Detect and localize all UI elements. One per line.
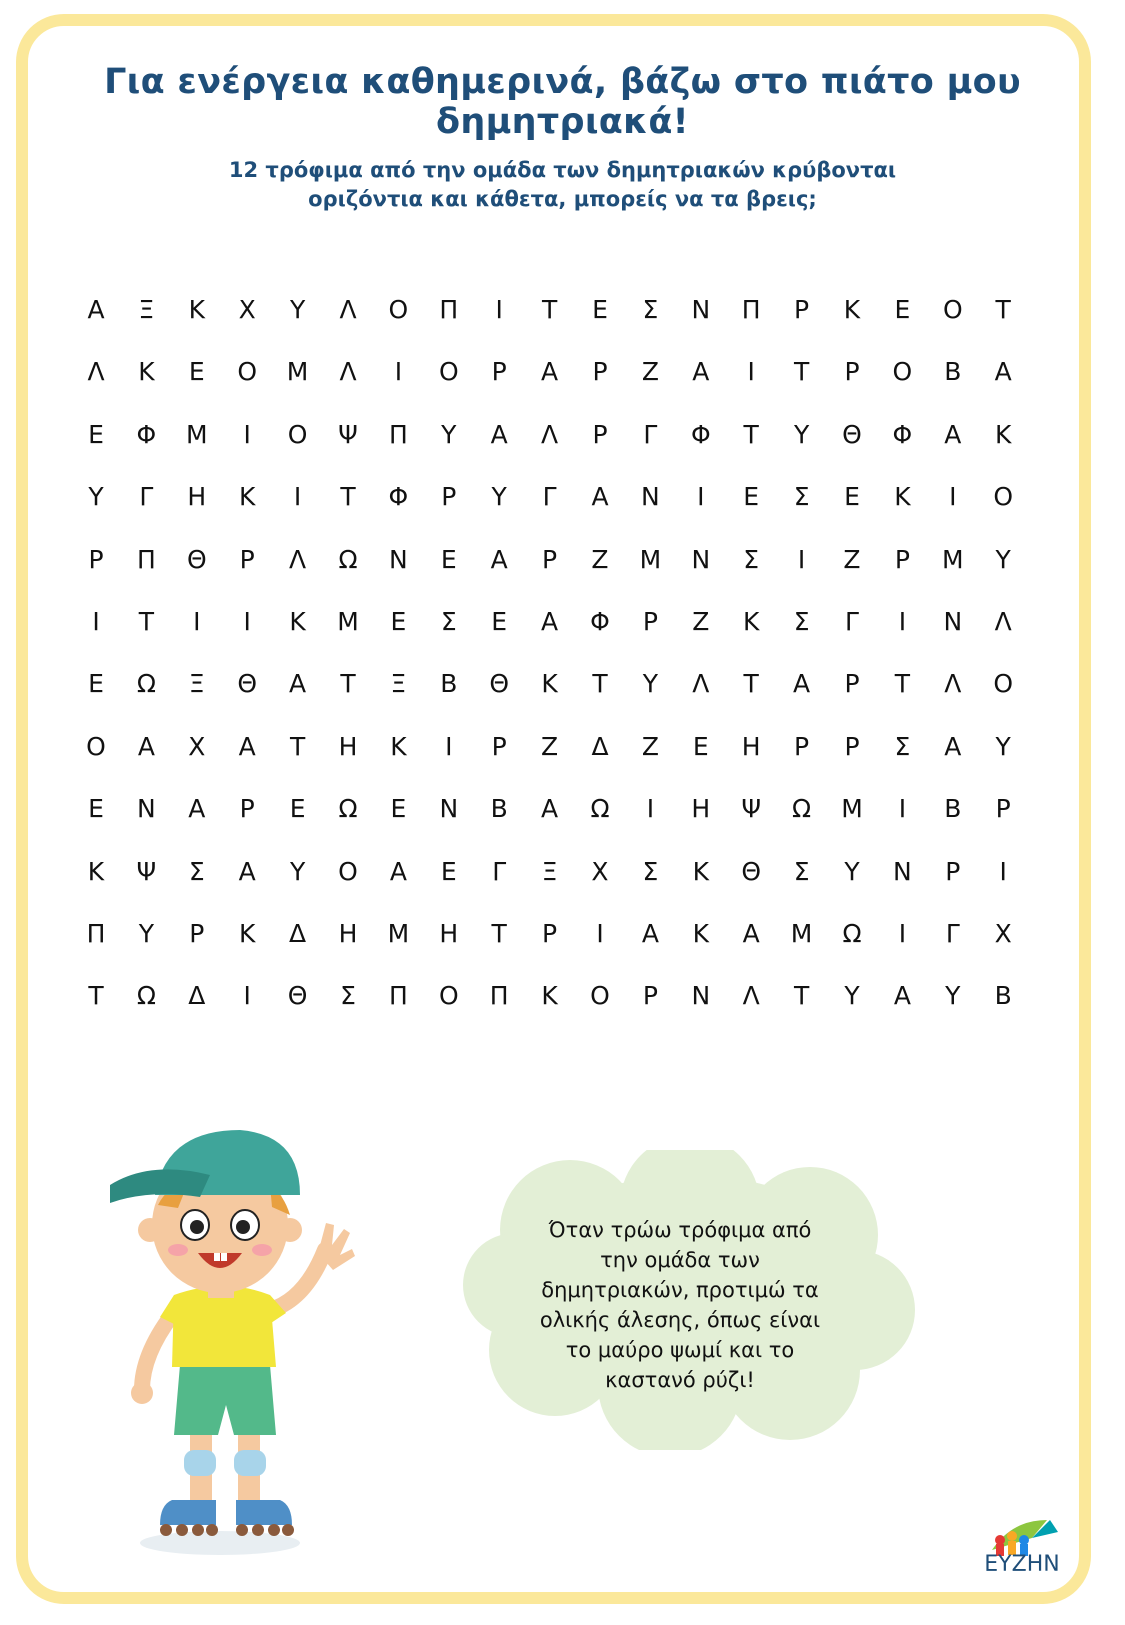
grid-letter: Μ [790,919,813,948]
grid-letter: Α [994,357,1012,387]
grid-letter: Β [490,794,508,824]
grid-letter: Κ [188,295,205,324]
grid-letter: Ψ [338,419,358,449]
grid-letter: Ε [188,357,205,387]
grid-letter: Θ [842,419,862,449]
thought-line-2: την ομάδα των [600,1248,760,1272]
grid-letter: Υ [88,482,104,512]
grid-letter: Σ [793,607,810,636]
grid-letter: Λ [742,981,760,1011]
grid-letter: Κ [843,295,861,324]
grid-letter: Ι [445,731,453,761]
grid-letter: Ν [943,607,963,636]
grid-letter: Η [338,731,358,761]
grid-letter: Ο [86,731,106,761]
grid-letter: Κ [692,919,709,948]
grid-letter: Α [742,919,760,948]
grid-letter: Ν [691,981,711,1011]
grid-letter: Ω [338,794,358,824]
grid-letter: Α [793,669,811,699]
grid-letter: Τ [541,295,558,324]
grid-letter: Β [440,669,458,699]
grid-letter: Κ [87,856,105,886]
grid-letter: Ο [287,419,308,449]
grid-letter: Ζ [843,544,861,574]
grid-letter: Η [691,794,711,824]
grid-letter: Ω [590,794,610,824]
grid-letter: Ν [439,794,459,824]
grid-letter: Α [591,482,609,512]
grid-letter: Α [641,919,659,948]
grid-letter: Α [541,607,559,636]
grid-letter: Υ [138,919,155,948]
grid-letter: Ρ [844,357,860,387]
grid-letter: Ε [440,544,457,574]
grid-letter: Υ [289,856,306,886]
grid-letter: Τ [743,669,759,699]
grid-letter: Ι [394,357,403,387]
grid-letter: Η [338,919,358,948]
grid-letter: Ο [438,357,459,387]
grid-letter: Ξ [138,295,155,324]
grid-letter: Π [741,295,761,324]
grid-letter: Σ [340,981,356,1011]
grid-letter: Ρ [542,544,558,574]
grid-letter: Ν [641,482,660,512]
grid-letter: Ρ [642,981,658,1011]
grid-letter: Ρ [592,357,608,387]
grid-letter: Ω [842,919,862,948]
grid-letter: Π [136,544,156,574]
grid-letter: Α [87,295,105,324]
grid-letter: Σ [440,607,457,636]
grid-letter: Γ [845,607,859,636]
grid-letter: Ζ [641,731,659,761]
grid-letter: Ε [88,794,104,824]
logo-text: ΕΥΖΗΝ [984,1552,1060,1577]
grid-letter: Ι [293,482,302,512]
grid-letter: Ζ [692,607,710,636]
grid-letter: Ρ [491,357,507,387]
grid-letter: Β [944,357,962,387]
grid-letter: Ρ [894,544,910,574]
grid-letter: Ο [590,981,610,1011]
grid-letter: Θ [287,981,308,1011]
grid-letter: Φ [690,419,711,449]
grid-letter: Ο [237,357,258,387]
grid-letter: Α [490,419,508,449]
grid-letter: Κ [238,919,256,948]
grid-letter: Ι [243,419,251,449]
grid-letter: Ι [949,482,957,512]
grid-letter: Π [388,981,408,1011]
grid-letter: Τ [491,919,507,948]
grid-letter: Ο [438,981,459,1011]
grid-letter: Υ [995,731,1011,761]
grid-letter: Μ [186,419,208,449]
grid-letter: Υ [995,544,1011,574]
grid-letter: Ζ [591,544,609,574]
grid-letter: Γ [643,419,658,449]
grid-letter: Κ [541,981,558,1011]
grid-letter: Ρ [239,544,255,574]
grid-letter: Α [893,981,911,1011]
grid-letter: Γ [542,482,557,512]
grid-letter: Ρ [441,482,457,512]
grid-letter: Α [289,669,307,699]
grid-letter: Μ [841,794,863,824]
grid-letter: Υ [844,981,860,1011]
grid-letter: Α [137,731,155,761]
grid-letter: Κ [238,482,256,512]
grid-letter: Υ [289,295,306,324]
grid-letter: Ι [193,607,201,636]
grid-letter: Β [994,981,1012,1011]
grid-letter: Α [541,357,559,387]
grid-letter: Ζ [541,731,559,761]
grid-letter: Ε [88,669,104,699]
grid-letter: Ο [942,295,963,324]
grid-letter: Ξ [188,669,205,699]
grid-letter: Ε [844,482,860,512]
grid-letter: Θ [186,544,207,574]
grid-letter: Τ [894,669,911,699]
grid-letter: Τ [995,295,1011,324]
grid-letter: Ε [289,794,306,824]
grid-letter: Φ [590,607,610,636]
grid-letter: Α [188,794,206,824]
grid-letter: Ο [338,856,358,886]
grid-letter: Ν [691,295,711,324]
grid-letter: Ε [88,419,104,449]
grid-letter: Σ [743,544,760,574]
grid-letter: Σ [894,731,911,761]
grid-letter: Δ [591,731,609,761]
grid-letter: Ρ [189,919,205,948]
grid-letter: Σ [642,856,659,886]
grid-letter: Ρ [642,607,658,636]
grid-letter: Υ [642,669,659,699]
grid-letter: Ε [390,794,407,824]
grid-letter: Ρ [844,731,860,761]
grid-letter: Σ [642,295,659,324]
grid-letter: Ι [898,919,907,948]
grid-letter: Ο [892,357,913,387]
grid-letter: Ι [596,919,604,948]
grid-letter: Τ [289,731,306,761]
grid-letter: Ι [797,544,806,574]
grid-letter: Ε [894,295,911,324]
grid-letter: Ρ [844,669,860,699]
grid-letter: Τ [743,419,759,449]
grid-letter: Τ [793,981,810,1011]
grid-letter: Τ [592,669,608,699]
grid-letter: Ι [646,794,655,824]
thought-line-5: το μαύρο ψωμί και το [565,1338,795,1362]
grid-letter: Ν [389,544,408,574]
grid-letter: Α [238,856,256,886]
grid-letter: Ρ [945,856,961,886]
grid-letter: Π [439,295,459,324]
grid-letter: Υ [945,981,961,1011]
thought-line-3: δημητριακών, προτιμώ τα [541,1278,819,1302]
grid-letter: Π [86,919,106,948]
grid-letter: Κ [994,419,1012,449]
grid-letter: Ε [692,731,709,761]
grid-letter: Α [541,794,559,824]
grid-letter: Υ [441,419,457,449]
grid-letter: Κ [692,856,709,886]
thought-bubble-text [530,1215,830,1395]
grid-letter: Σ [793,856,810,886]
grid-letter: Ι [697,482,705,512]
grid-letter: Ν [691,544,711,574]
grid-letter: Ψ [741,794,762,824]
grid-letter: Α [944,419,962,449]
grid-letter: Α [692,357,710,387]
grid-letter: Δ [289,919,307,948]
grid-letter: Μ [337,607,359,636]
grid-letter: Σ [188,856,205,886]
grid-letter: Ν [137,794,156,824]
grid-letter: Ξ [390,669,407,699]
grid-letter: Π [388,419,408,449]
grid-letter: Ε [390,607,407,636]
grid-letter: Λ [87,357,105,387]
grid-letter: Γ [945,919,960,948]
grid-letter: Β [944,794,962,824]
grid-letter: Κ [541,669,558,699]
grid-letter: Ε [592,295,608,324]
grid-letter: Κ [894,482,911,512]
grid-letter: Ι [898,607,907,636]
grid-letter: Ι [92,607,100,636]
grid-letter: Κ [742,607,760,636]
grid-letter: Χ [238,295,256,324]
grid-letter: Υ [844,856,860,886]
grid-letter: Ρ [794,295,810,324]
grid-letter: Ν [893,856,912,886]
grid-letter: Ρ [995,794,1011,824]
grid-letter: Μ [286,357,309,387]
page-title: Για ενέργεια καθημερινά, βάζω στο πιάτο μου δημητριακά! [104,62,1021,142]
grid-letter: Τ [138,607,155,636]
grid-letter: Θ [741,856,762,886]
thought-line-6: καστανό ρύζι! [605,1368,755,1392]
grid-letter: Ε [491,607,508,636]
grid-letter: Λ [541,419,559,449]
grid-letter: Μ [639,544,662,574]
grid-letter: Ι [243,607,251,636]
grid-letter: Ζ [641,357,659,387]
grid-letter: Φ [388,482,409,512]
grid-letter: Ρ [491,731,507,761]
grid-letter: Α [238,731,256,761]
grid-letter: Ρ [88,544,104,574]
grid-letter: Τ [793,357,810,387]
grid-letter: Λ [944,669,962,699]
grid-letter: Γ [492,856,507,886]
grid-letter: Χ [188,731,206,761]
grid-letter: Ω [136,981,156,1011]
grid-letter: Κ [390,731,407,761]
grid-letter: Φ [136,419,157,449]
grid-letter: Η [741,731,761,761]
grid-letter: Ρ [794,731,810,761]
grid-letter: Α [389,856,407,886]
grid-letter: Ο [388,295,409,324]
kid-icon [110,1125,370,1565]
grid-letter: Ο [993,482,1014,512]
instructions-line-2: οριζόντια και κάθετα, μπορείς να τα βρεις; [308,187,817,211]
grid-letter: Η [187,482,207,512]
grid-letter: Ρ [542,919,558,948]
grid-letter: Υ [793,419,810,449]
grid-letter: Η [439,919,459,948]
grid-letter: Ω [136,669,156,699]
grid-letter: Χ [591,856,609,886]
grid-letter: Χ [994,919,1012,948]
grid-letter: Τ [340,482,356,512]
thought-line-4: ολικής άλεσης, όπως είναι [539,1308,821,1332]
grid-letter: Α [944,731,962,761]
grid-letter: Ρ [239,794,255,824]
grid-letter: Π [489,981,509,1011]
grid-letter: Λ [692,669,710,699]
grid-letter: Ξ [541,856,558,886]
grid-letter: Τ [88,981,104,1011]
grid-letter: Σ [793,482,810,512]
instructions-line-1: 12 τρόφιμα από την ομάδα των δημητριακών κρύβονται [228,158,897,182]
grid-letter: Μ [387,919,410,948]
grid-letter: Λ [994,607,1012,636]
thought-line-1: Όταν τρώω τρόφιμα από [548,1218,812,1242]
grid-letter: Λ [339,295,357,324]
grid-letter: Κ [289,607,306,636]
grid-letter: Θ [237,669,258,699]
grid-letter: Ι [243,981,251,1011]
grid-letter: Ε [743,482,760,512]
grid-letter: Λ [289,544,307,574]
grid-letter: Ε [440,856,457,886]
grid-letter: Ι [495,295,503,324]
grid-letter: Ο [993,669,1014,699]
grid-letter: Ω [338,544,358,574]
grid-letter: Λ [339,357,357,387]
grid-letter: Κ [138,357,155,387]
grid-letter: Ι [898,794,907,824]
grid-letter: Τ [340,669,356,699]
grid-letter: Ψ [136,856,157,886]
grid-letter: Μ [942,544,964,574]
grid-letter: Ω [792,794,812,824]
grid-letter: Ρ [592,419,608,449]
grid-letter: Γ [139,482,154,512]
grid-letter: Υ [491,482,507,512]
grid-letter: Δ [188,981,206,1011]
grid-letter: Θ [489,669,510,699]
grid-letter: Ι [999,856,1007,886]
grid-letter: Φ [892,419,913,449]
grid-letter: Α [490,544,508,574]
grid-letter: Ι [747,357,755,387]
